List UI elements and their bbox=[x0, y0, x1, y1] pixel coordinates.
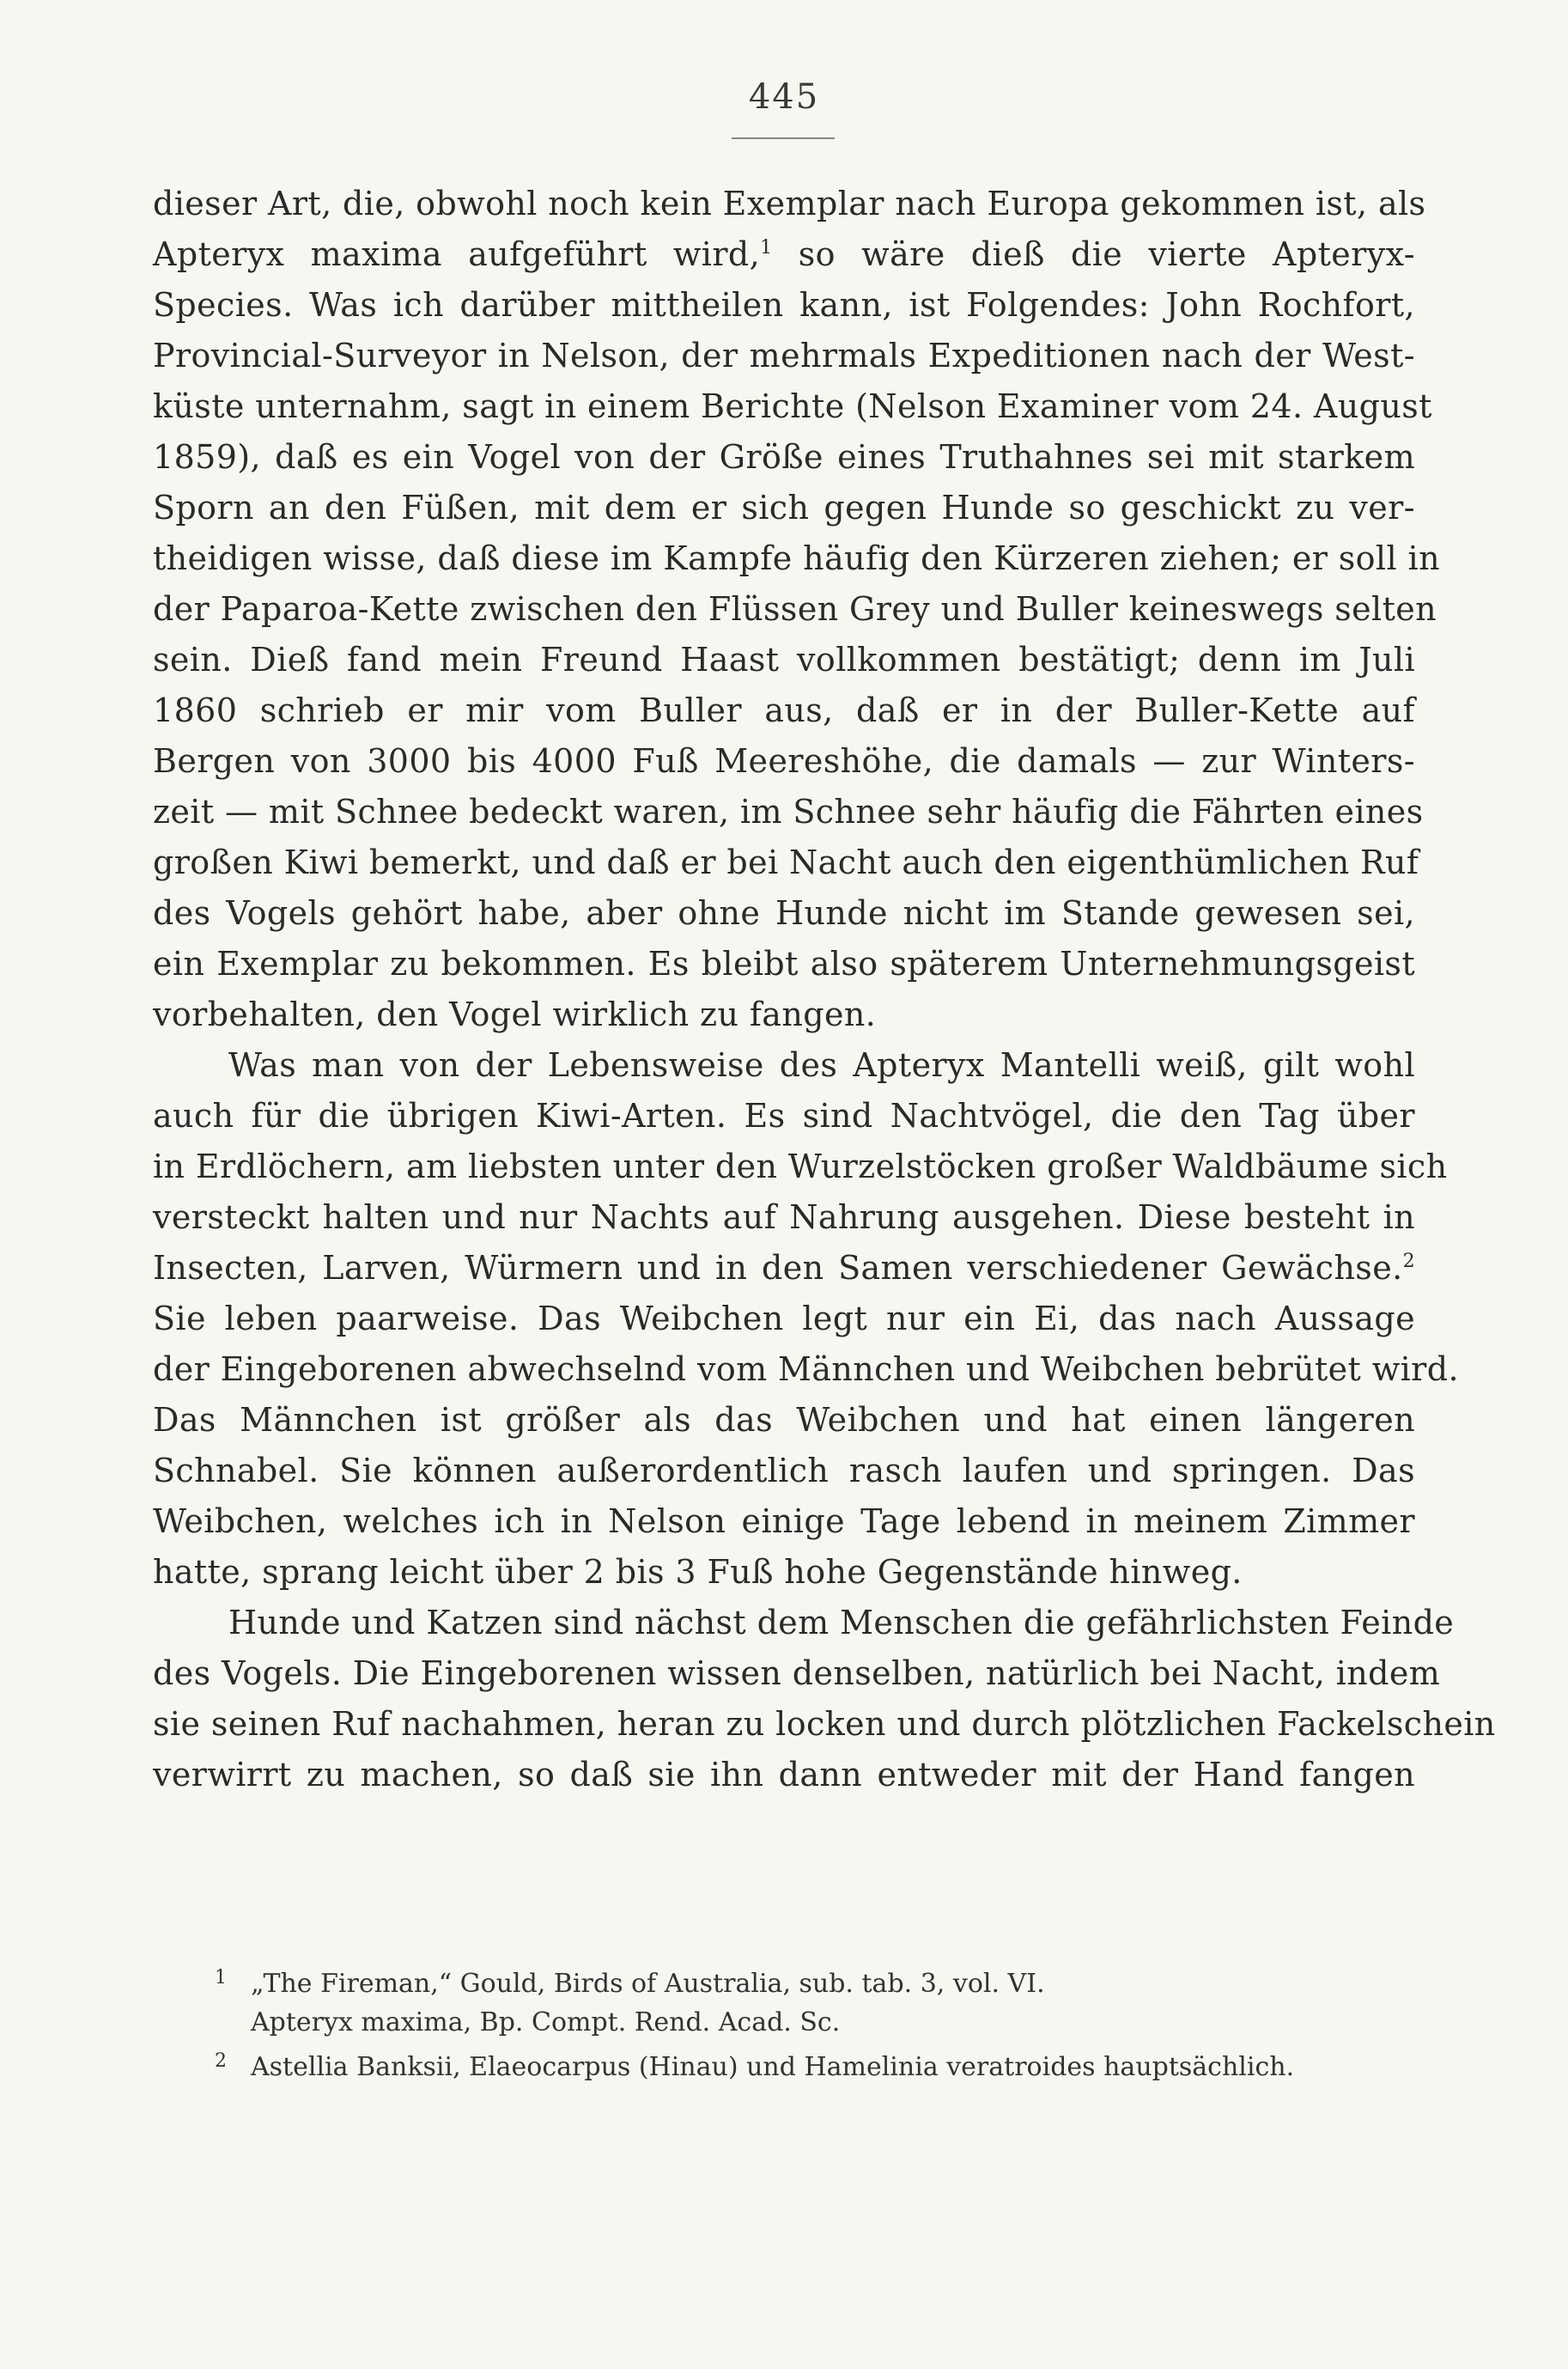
footnote-ref-2: 2 bbox=[1402, 1251, 1415, 1272]
text-line: Hunde und Katzen sind nächst dem Menschen die gefährlichsten Feinde bbox=[228, 1604, 1455, 1641]
text-line: großen Kiwi bemerkt, und daß er bei Nacht auch den eigenthümlichen Ruf bbox=[153, 843, 1419, 881]
text-line: Bergen von 3000 bis 4000 Fuß Meereshöhe, die damals — zur Winters- bbox=[153, 742, 1415, 780]
text-line: Apteryx maxima aufgeführt wird,$^1$ so wäre dieß die vierte Apteryx- bbox=[153, 235, 1415, 273]
text-line: Species. Was ich darüber mittheilen kann, ist Folgendes: John Rochfort, bbox=[153, 286, 1415, 324]
footnote-ref-1: 1 bbox=[760, 237, 773, 259]
footnote-mark: 1 bbox=[215, 1967, 227, 1988]
text-line: versteckt halten und nur Nachts auf Nahrung ausgehen. Diese besteht in bbox=[153, 1198, 1415, 1236]
footnote-mark: 2 bbox=[215, 2050, 227, 2072]
text-line: dieser Art, die, obwohl noch kein Exemplar nach Europa gekommen ist, als bbox=[153, 185, 1426, 222]
footnote-text: Astellia Banksii, Elaeocarpus (Hinau) und Hamelinia veratroides hauptsächlich. bbox=[251, 2052, 1295, 2082]
text-line: vorbehalten, den Vogel wirklich zu fangen. bbox=[153, 996, 877, 1033]
text-line: Schnabel. Sie können außerordentlich rasch laufen und springen. Das bbox=[153, 1452, 1415, 1489]
text-line: 1859), daß es ein Vogel von der Größe eines Truthahnes sei mit starkem bbox=[153, 438, 1415, 476]
text-line: hatte, sprang leicht über 2 bis 3 Fuß hohe Gegenstände hinweg. bbox=[153, 1553, 1243, 1591]
text-line: küste unternahm, sagt in einem Berichte (Nelson Examiner vom 24. August bbox=[153, 387, 1432, 425]
text-line: des Vogels. Die Eingeborenen wissen denselben, natürlich bei Nacht, indem bbox=[153, 1654, 1441, 1692]
text-line: Das Männchen ist größer als das Weibchen und hat einen längeren bbox=[153, 1401, 1415, 1439]
footnote-1 bbox=[215, 1958, 1417, 2003]
header-rule bbox=[732, 137, 835, 139]
text-line: in Erdlöchern, am liebsten unter den Wurzelstöcken großer Waldbäume sich bbox=[153, 1148, 1448, 1185]
text-line: sein. Dieß fand mein Freund Haast vollkommen bestätigt; denn im Juli bbox=[153, 641, 1415, 679]
paragraph-1 bbox=[153, 179, 1440, 1040]
text-line: Weibchen, welches ich in Nelson einige Tage lebend in meinem Zimmer bbox=[153, 1502, 1415, 1540]
text-line: zeit — mit Schnee bedeckt waren, im Schnee sehr häufig die Fährten eines bbox=[153, 793, 1424, 831]
footnotes bbox=[215, 1958, 1417, 2086]
footnote-text: „The Fireman,“ Gould, Birds of Australia, sub. tab. 3, vol. VI. bbox=[251, 1969, 1045, 1999]
text-line: Sie leben paarweise. Das Weibchen legt nur ein Ei, das nach Aussage bbox=[153, 1300, 1415, 1337]
text-line: Provincial-Surveyor in Nelson, der mehrmals Expeditionen nach der West- bbox=[153, 337, 1415, 375]
text-line: ein Exemplar zu bekommen. Es bleibt also späterem Unternehmungsgeist bbox=[153, 945, 1415, 983]
text-line: sie seinen Ruf nachahmen, heran zu locken und durch plötzlichen Fackelschein bbox=[153, 1705, 1496, 1743]
footnote-2 bbox=[215, 2042, 1417, 2086]
text-line: Was man von der Lebensweise des Apteryx Mantelli weiß, gilt wohl bbox=[228, 1046, 1415, 1084]
text-line: der Paparoa-Kette zwischen den Flüssen Grey und Buller keineswegs selten bbox=[153, 590, 1437, 628]
page-number: 445 bbox=[748, 77, 820, 117]
text-line: theidigen wisse, daß diese im Kampfe häufig den Kürzeren ziehen; er soll in bbox=[153, 539, 1440, 577]
text-line: Sporn an den Füßen, mit dem er sich gegen Hunde so geschickt zu ver- bbox=[153, 489, 1415, 527]
text-line: des Vogels gehört habe, aber ohne Hunde nicht im Stande gewesen sei, bbox=[153, 894, 1415, 932]
body-text bbox=[153, 179, 1496, 1800]
footnote-1-continuation: Apteryx maxima, Bp. Compt. Rend. Acad. Sc. bbox=[251, 2007, 841, 2037]
text-line: auch für die übrigen Kiwi-Arten. Es sind Nachtvögel, die den Tag über bbox=[153, 1097, 1415, 1135]
text-line: verwirrt zu machen, so daß sie ihn dann entweder mit der Hand fangen bbox=[153, 1756, 1415, 1793]
text-line: der Eingeborenen abwechselnd vom Männchen und Weibchen bebrütet wird. bbox=[153, 1350, 1459, 1388]
text-line: 1860 schrieb er mir vom Buller aus, daß er in der Buller-Kette auf bbox=[153, 691, 1415, 729]
paragraph-3 bbox=[153, 1598, 1496, 1800]
paragraph-2 bbox=[153, 1040, 1459, 1598]
text-line: Insecten, Larven, Würmern und in den Samen verschiedener Gewächse.$^2$ bbox=[153, 1249, 1415, 1287]
